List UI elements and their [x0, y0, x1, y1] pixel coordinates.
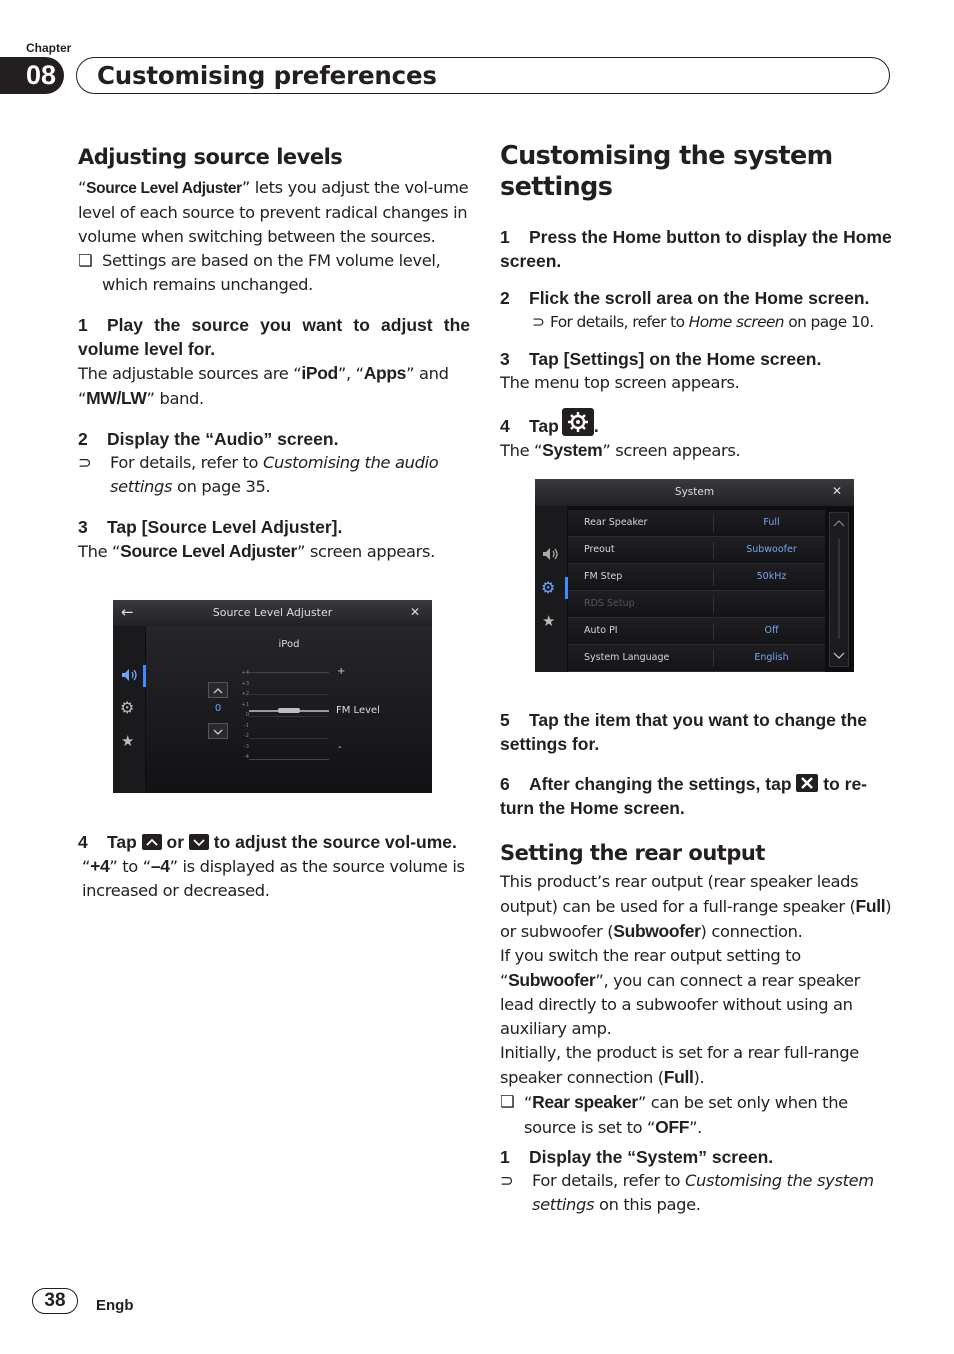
r-step-1-heading: 1 Press the Home button to display the Home screen.: [500, 227, 892, 271]
rear-note: ❏ “Rear speaker” can be set only when the source is set to “OFF”.: [500, 1092, 848, 1137]
rear-step-1-heading: 1 Display the “System” screen.: [500, 1147, 774, 1167]
note-box-icon: ❏: [78, 251, 93, 270]
step-2-heading: 2 Display the “Audio” screen.: [78, 429, 339, 449]
gear-icon[interactable]: ⚙: [120, 698, 135, 717]
settings-row: [568, 591, 825, 618]
step-1-body: The adjustable sources are “iPod”, “Apps” and “MW/LW” band.: [78, 363, 449, 408]
speaker-icon[interactable]: [541, 546, 561, 562]
rear-paragraph-1: This product’s rear output (rear speaker leads output) can be used for a full-range speaker (Full) or subwoofer (Subwoofer) connection.: [500, 872, 892, 941]
settings-row[interactable]: [568, 564, 825, 591]
r-step-6-heading: 6 After changing the settings, tap to re-turn the Home screen.: [500, 774, 868, 818]
settings-row-value: Full: [763, 517, 780, 528]
level-grid: [249, 672, 329, 760]
level-handle[interactable]: [278, 708, 300, 713]
chevron-down-icon[interactable]: [830, 649, 848, 663]
speaker-icon[interactable]: [120, 667, 140, 683]
settings-row-label: Preout: [584, 544, 615, 555]
level-tick-label: -4: [244, 754, 249, 760]
r-step-2-reference: ⊃ For details, refer to Home screen on page 10.: [500, 310, 892, 334]
settings-row[interactable]: [568, 510, 825, 537]
chevron-up-icon: [209, 684, 227, 698]
screen1-title: Source Level Adjuster: [212, 606, 333, 619]
settings-row-label: Rear Speaker: [584, 517, 648, 528]
level-down-button[interactable]: [208, 723, 228, 739]
gear-icon[interactable]: ⚙: [541, 578, 556, 597]
source-name: iPod: [278, 639, 300, 650]
r-step-5-heading: 5 Tap the item that you want to change the settings for.: [500, 710, 868, 754]
r-step-3-body: The menu top screen appears.: [500, 373, 740, 392]
step-3-body: The “Source Level Adjuster” screen appears.: [78, 541, 435, 561]
subheading-rear-output: Setting the rear output: [500, 841, 765, 865]
reference-arrow-icon: ⊃: [532, 313, 545, 331]
left-step-4: [78, 830, 470, 903]
rear-paragraph-3: Initially, the product is set for a rear full-range speaker connection (Full).: [500, 1043, 859, 1087]
r-step-4-heading: 4 Tap .: [500, 408, 892, 438]
close-icon[interactable]: ✕: [832, 484, 843, 498]
level-tick-labels: [239, 668, 249, 763]
back-icon[interactable]: ←: [121, 603, 134, 621]
scroll-track: [838, 539, 840, 639]
scrollbar[interactable]: [829, 512, 849, 667]
settings-row-label: System Language: [584, 652, 670, 663]
rear-paragraph-2: If you switch the rear output setting to “Subwoofer”, you can connect a rear speaker lead directly to a subwoofer without using an auxiliary amp.: [500, 946, 860, 1038]
r-step-2-heading: 2 Flick the scroll area on the Home screen.: [500, 288, 870, 308]
level-plus: +: [337, 666, 346, 677]
chevron-down-icon: [209, 725, 227, 739]
star-icon[interactable]: ★: [121, 732, 135, 750]
level-tick-label: +2: [241, 691, 249, 697]
level-tick-label: -1: [244, 722, 249, 729]
intro-paragraph: “Source Level Adjuster” lets you adjust the vol-ume level of each source to prevent radical changes in volume when switching between the sources.: [78, 178, 469, 246]
close-icon[interactable]: ✕: [410, 605, 421, 619]
step-3-heading: 3 Tap [Source Level Adjuster].: [78, 517, 343, 537]
level-tick-label: +1: [241, 701, 249, 708]
settings-row[interactable]: [568, 618, 825, 645]
settings-row-value: Off: [764, 625, 779, 636]
note-fm-level: ❏ Settings are based on the FM volume level, which remains unchanged.: [78, 251, 441, 294]
settings-row[interactable]: [568, 537, 825, 564]
settings-row-value: English: [754, 652, 789, 663]
step-1-heading: 1 Play the source you want to adjust the volume level for.: [78, 315, 470, 359]
settings-row-label: Auto PI: [584, 625, 618, 636]
star-icon[interactable]: ★: [542, 612, 556, 630]
settings-row-value: Subwoofer: [746, 544, 797, 555]
right-column: [500, 141, 892, 463]
level-minus: -: [338, 742, 342, 753]
level-label: FM Level: [336, 705, 380, 716]
source-level-adjuster-screenshot: [113, 600, 432, 793]
chapter-title: Customising preferences: [97, 61, 437, 90]
level-tick-label: -3: [244, 743, 249, 750]
chapter-label: Chapter: [26, 41, 72, 55]
note-box-icon: ❏: [500, 1092, 515, 1111]
chevron-up-icon[interactable]: [830, 517, 848, 531]
settings-row-label: RDS Setup: [584, 598, 635, 609]
screen2-title: System: [674, 486, 715, 498]
level-value: 0: [214, 703, 222, 714]
level-tick-label: 0: [245, 712, 249, 718]
settings-gear-icon: [562, 408, 594, 436]
level-tick-label: -2: [244, 733, 249, 739]
chapter-number: 08: [0, 57, 64, 94]
section-heading-system-settings: Customising the system settings: [500, 141, 833, 202]
settings-row-label: FM Step: [584, 571, 623, 582]
settings-row-value: 50kHz: [756, 571, 787, 582]
chevron-down-icon: [189, 834, 209, 850]
chevron-up-icon: [142, 834, 162, 850]
settings-row-divider: [713, 596, 714, 613]
step-4-heading: 4 Tap or to adjust the source vol-ume.: [78, 832, 457, 852]
level-tick-label: +4: [241, 670, 249, 676]
left-column: [78, 143, 470, 564]
level-tick-label: +3: [241, 680, 249, 687]
r-step-3-heading: 3 Tap [Settings] on the Home screen.: [500, 349, 822, 369]
reference-arrow-icon: ⊃: [500, 1171, 514, 1190]
level-up-button[interactable]: [208, 682, 228, 698]
reference-arrow-icon: ⊃: [78, 453, 92, 472]
close-icon: [796, 774, 818, 792]
section-heading-source-levels: Adjusting source levels: [78, 145, 343, 169]
r-step-4-body: The “System” screen appears.: [500, 440, 741, 460]
language-code: Engb: [96, 1297, 134, 1314]
system-settings-list: [568, 510, 825, 672]
right-lower-section: [500, 708, 892, 1217]
step-4-body: “+4” to “–4” is displayed as the source volume is increased or decreased.: [82, 856, 465, 900]
system-settings-screenshot: [535, 479, 854, 672]
settings-row[interactable]: [568, 645, 825, 672]
page-number: 38: [32, 1288, 78, 1314]
rear-step-1-reference: ⊃ For details, refer to Customising the system settings on this page.: [500, 1171, 874, 1214]
intro-strong: Source Level Adjuster: [86, 180, 242, 197]
step-2-reference: ⊃ For details, refer to Customising the audio settings on page 35.: [78, 453, 439, 496]
